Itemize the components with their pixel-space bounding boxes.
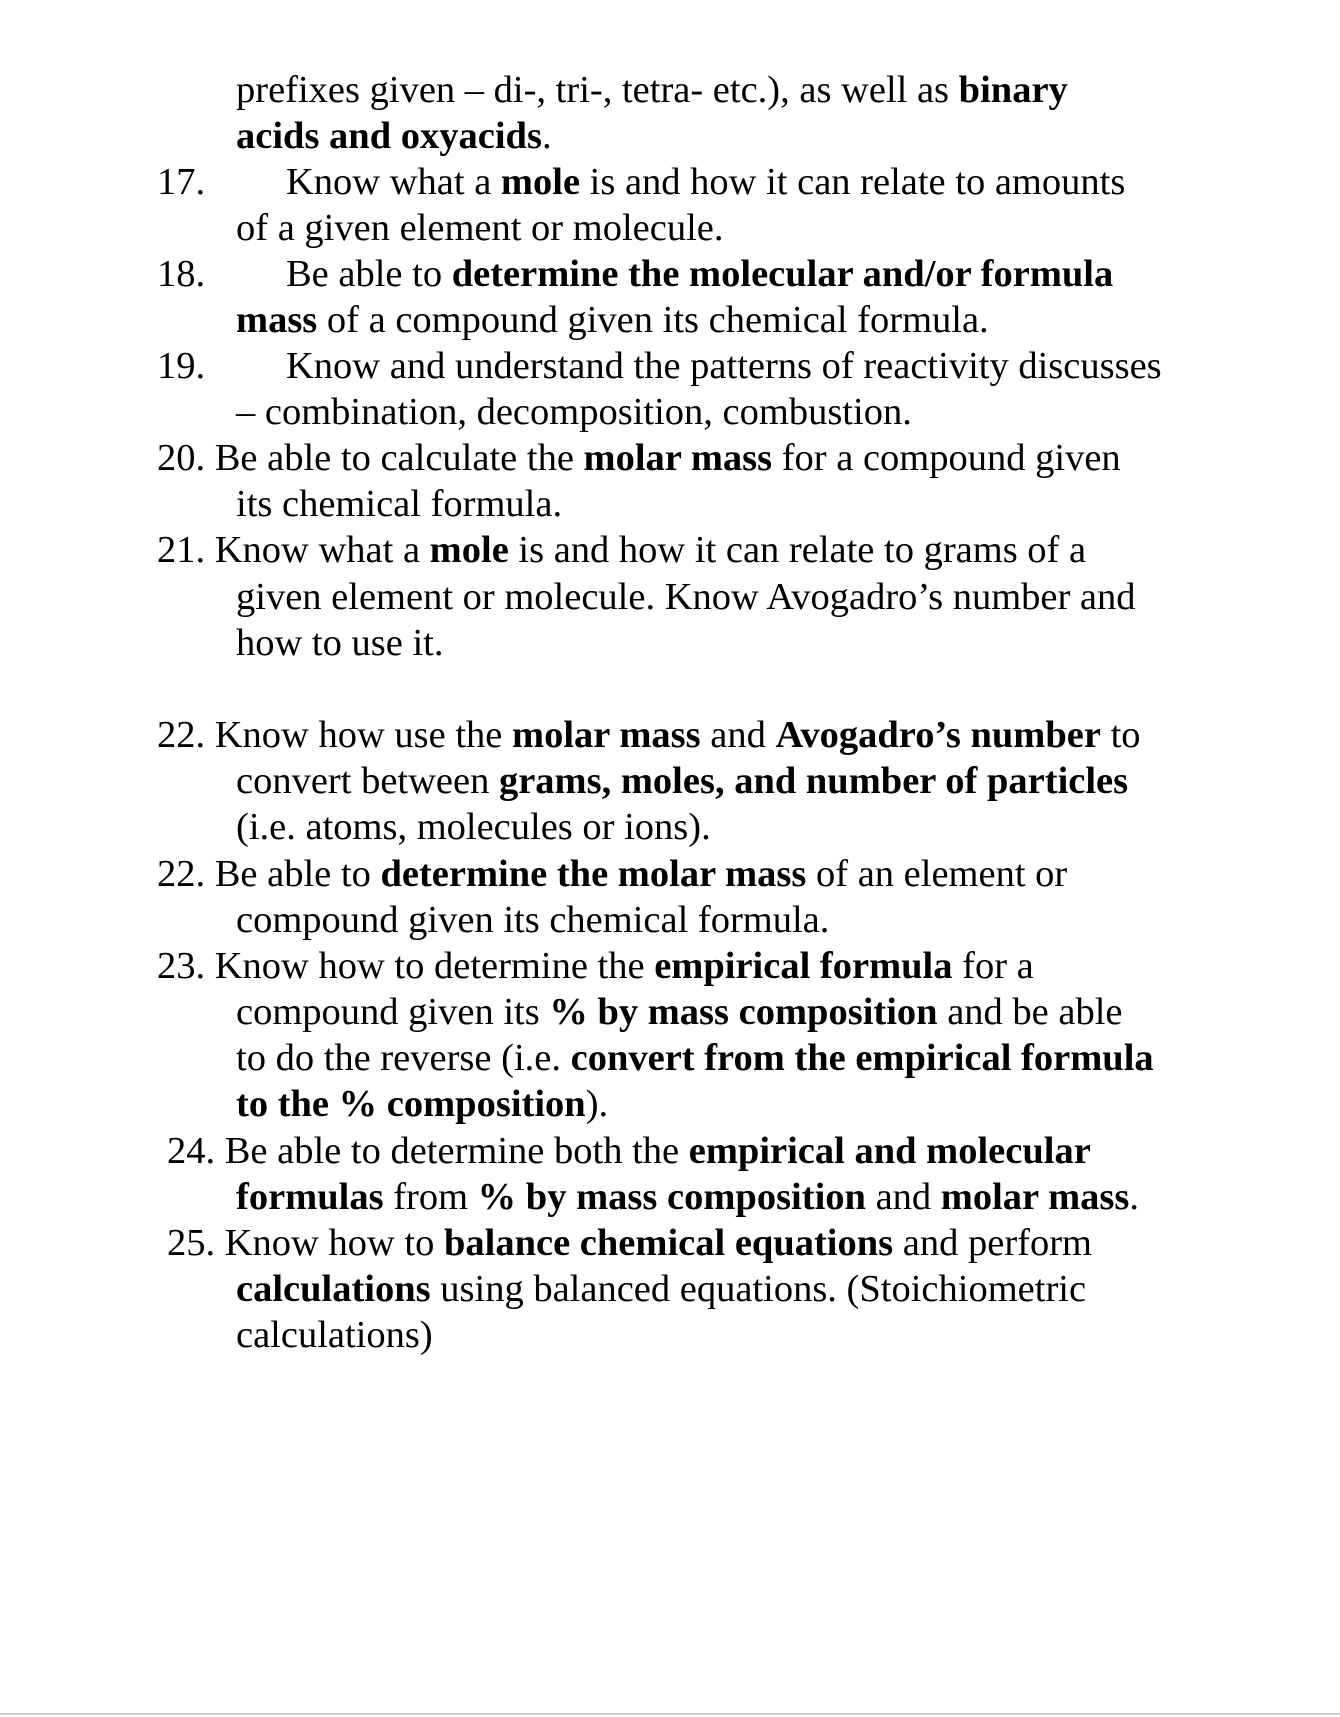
line-24-seg-6: .: [1129, 1176, 1139, 1218]
line-14-seg-5: to: [1100, 714, 1141, 756]
line-19-seg-3: for a: [952, 945, 1034, 987]
line-9-seg-2: molar mass: [583, 437, 773, 479]
line-20: [236, 989, 1123, 1035]
line-23-seg-2: empirical and molecular: [688, 1130, 1091, 1172]
line-3-seg-3: is and how it can relate to amounts: [580, 161, 1126, 203]
line-21: [236, 1035, 1154, 1081]
line-19: [157, 943, 1034, 989]
line-10-seg-1: its chemical formula.: [236, 483, 563, 525]
line-15-seg-1: convert between: [236, 760, 499, 802]
line-27: [236, 1312, 433, 1358]
line-5-seg-1: Be able to: [286, 253, 452, 295]
line-3-seg-2: mole: [500, 161, 581, 203]
line-3: [286, 159, 1125, 205]
line-17-seg-1: 22. Be able to: [157, 853, 381, 895]
line-1: [236, 67, 1068, 113]
line-5-seg-2: determine the molecular and/or formula: [451, 253, 1114, 295]
line-22: [236, 1081, 608, 1127]
line-24-seg-2: from: [383, 1176, 478, 1218]
line-3-seg-1: Know what a: [286, 161, 501, 203]
line-13: [236, 620, 443, 666]
line-9-seg-1: 20. Be able to calculate the: [157, 437, 584, 479]
line-24-seg-3: % by mass composition: [477, 1176, 866, 1218]
line-7-seg-1: Know and understand the patterns of reactivity discusses: [286, 345, 1162, 387]
line-10: [236, 481, 562, 527]
line-8: [236, 389, 912, 435]
line-2: [236, 113, 552, 159]
line-6-seg-1: mass: [236, 299, 318, 341]
line-18: [236, 897, 829, 943]
line-25-seg-2: balance chemical equations: [443, 1222, 894, 1264]
line-14-seg-4: Avogadro’s number: [775, 714, 1101, 756]
line-16-seg-1: (i.e. atoms, molecules or ions).: [236, 806, 711, 848]
line-9-seg-3: for a compound given: [772, 437, 1121, 479]
line-7: [286, 343, 1162, 389]
line-15-seg-2: grams, moles, and number of particles: [498, 760, 1129, 802]
line-21-seg-2: convert from the empirical formula: [570, 1037, 1154, 1079]
line-1-seg-2: binary: [958, 69, 1068, 111]
line-23: [167, 1128, 1091, 1174]
line-9: [157, 435, 1121, 481]
line-11-seg-3: is and how it can relate to grams of a: [508, 529, 1087, 571]
line-2-seg-2: .: [541, 115, 552, 157]
line-2-seg-1: acids and oxyacids: [236, 115, 542, 157]
line-25-seg-3: and perform: [893, 1222, 1092, 1264]
line-20-seg-1: compound given its: [236, 991, 550, 1033]
page-bottom-divider: [0, 1713, 1340, 1715]
item-number-17: 17.: [157, 161, 206, 203]
line-26-seg-2: using balanced equations. (Stoichiometric: [430, 1268, 1087, 1310]
line-4: [236, 205, 723, 251]
line-14-seg-1: 22. Know how use the: [157, 714, 513, 756]
line-4-seg-1: of a given element or molecule.: [236, 207, 724, 249]
line-17-seg-3: of an element or: [806, 853, 1068, 895]
item-number-18: 18.: [157, 253, 206, 295]
line-26-seg-1: calculations: [236, 1268, 431, 1310]
line-24-seg-5: molar mass: [940, 1176, 1130, 1218]
line-15: [236, 758, 1128, 804]
line-14: [157, 712, 1141, 758]
line-25: [167, 1220, 1092, 1266]
line-23-seg-1: 24. Be able to determine both the: [167, 1130, 689, 1172]
line-8-seg-1: – combination, decomposition, combustion.: [236, 391, 912, 433]
line-6: [236, 297, 989, 343]
line-19-seg-2: empirical formula: [654, 945, 953, 987]
line-12-seg-1: given element or molecule. Know Avogadro’s number and: [236, 576, 1136, 618]
line-25-seg-1: 25. Know how to: [167, 1222, 444, 1264]
line-20-seg-2: % by mass composition: [549, 991, 938, 1033]
line-5: [286, 251, 1113, 297]
line-14-seg-3: and: [700, 714, 776, 756]
line-24-seg-1: formulas: [236, 1176, 384, 1218]
line-19-seg-1: 23. Know how to determine the: [157, 945, 655, 987]
line-14-seg-2: molar mass: [512, 714, 701, 756]
line-11-seg-1: 21. Know what a: [157, 529, 430, 571]
line-24-seg-4: and: [865, 1176, 941, 1218]
line-17: [157, 851, 1067, 897]
line-18-seg-1: compound given its chemical formula.: [236, 899, 830, 941]
line-12: [236, 574, 1136, 620]
line-11-seg-2: mole: [429, 529, 509, 571]
line-20-seg-3: and be able: [937, 991, 1123, 1033]
line-16: [236, 804, 711, 850]
line-22-seg-2: ).: [585, 1083, 609, 1125]
line-24: [236, 1174, 1139, 1220]
item-number-19: 19.: [157, 345, 206, 387]
line-22-seg-1: to the % composition: [236, 1083, 586, 1125]
line-6-seg-2: of a compound given its chemical formula.: [317, 299, 989, 341]
line-11: [157, 527, 1086, 573]
line-13-seg-1: how to use it.: [236, 622, 444, 664]
line-1-seg-1: prefixes given – di-, tri-, tetra- etc.), as well as: [236, 69, 959, 111]
line-27-seg-1: calculations): [236, 1314, 433, 1356]
line-17-seg-2: determine the molar mass: [380, 853, 807, 895]
line-21-seg-1: to do the reverse (i.e.: [236, 1037, 571, 1079]
line-26: [236, 1266, 1086, 1312]
